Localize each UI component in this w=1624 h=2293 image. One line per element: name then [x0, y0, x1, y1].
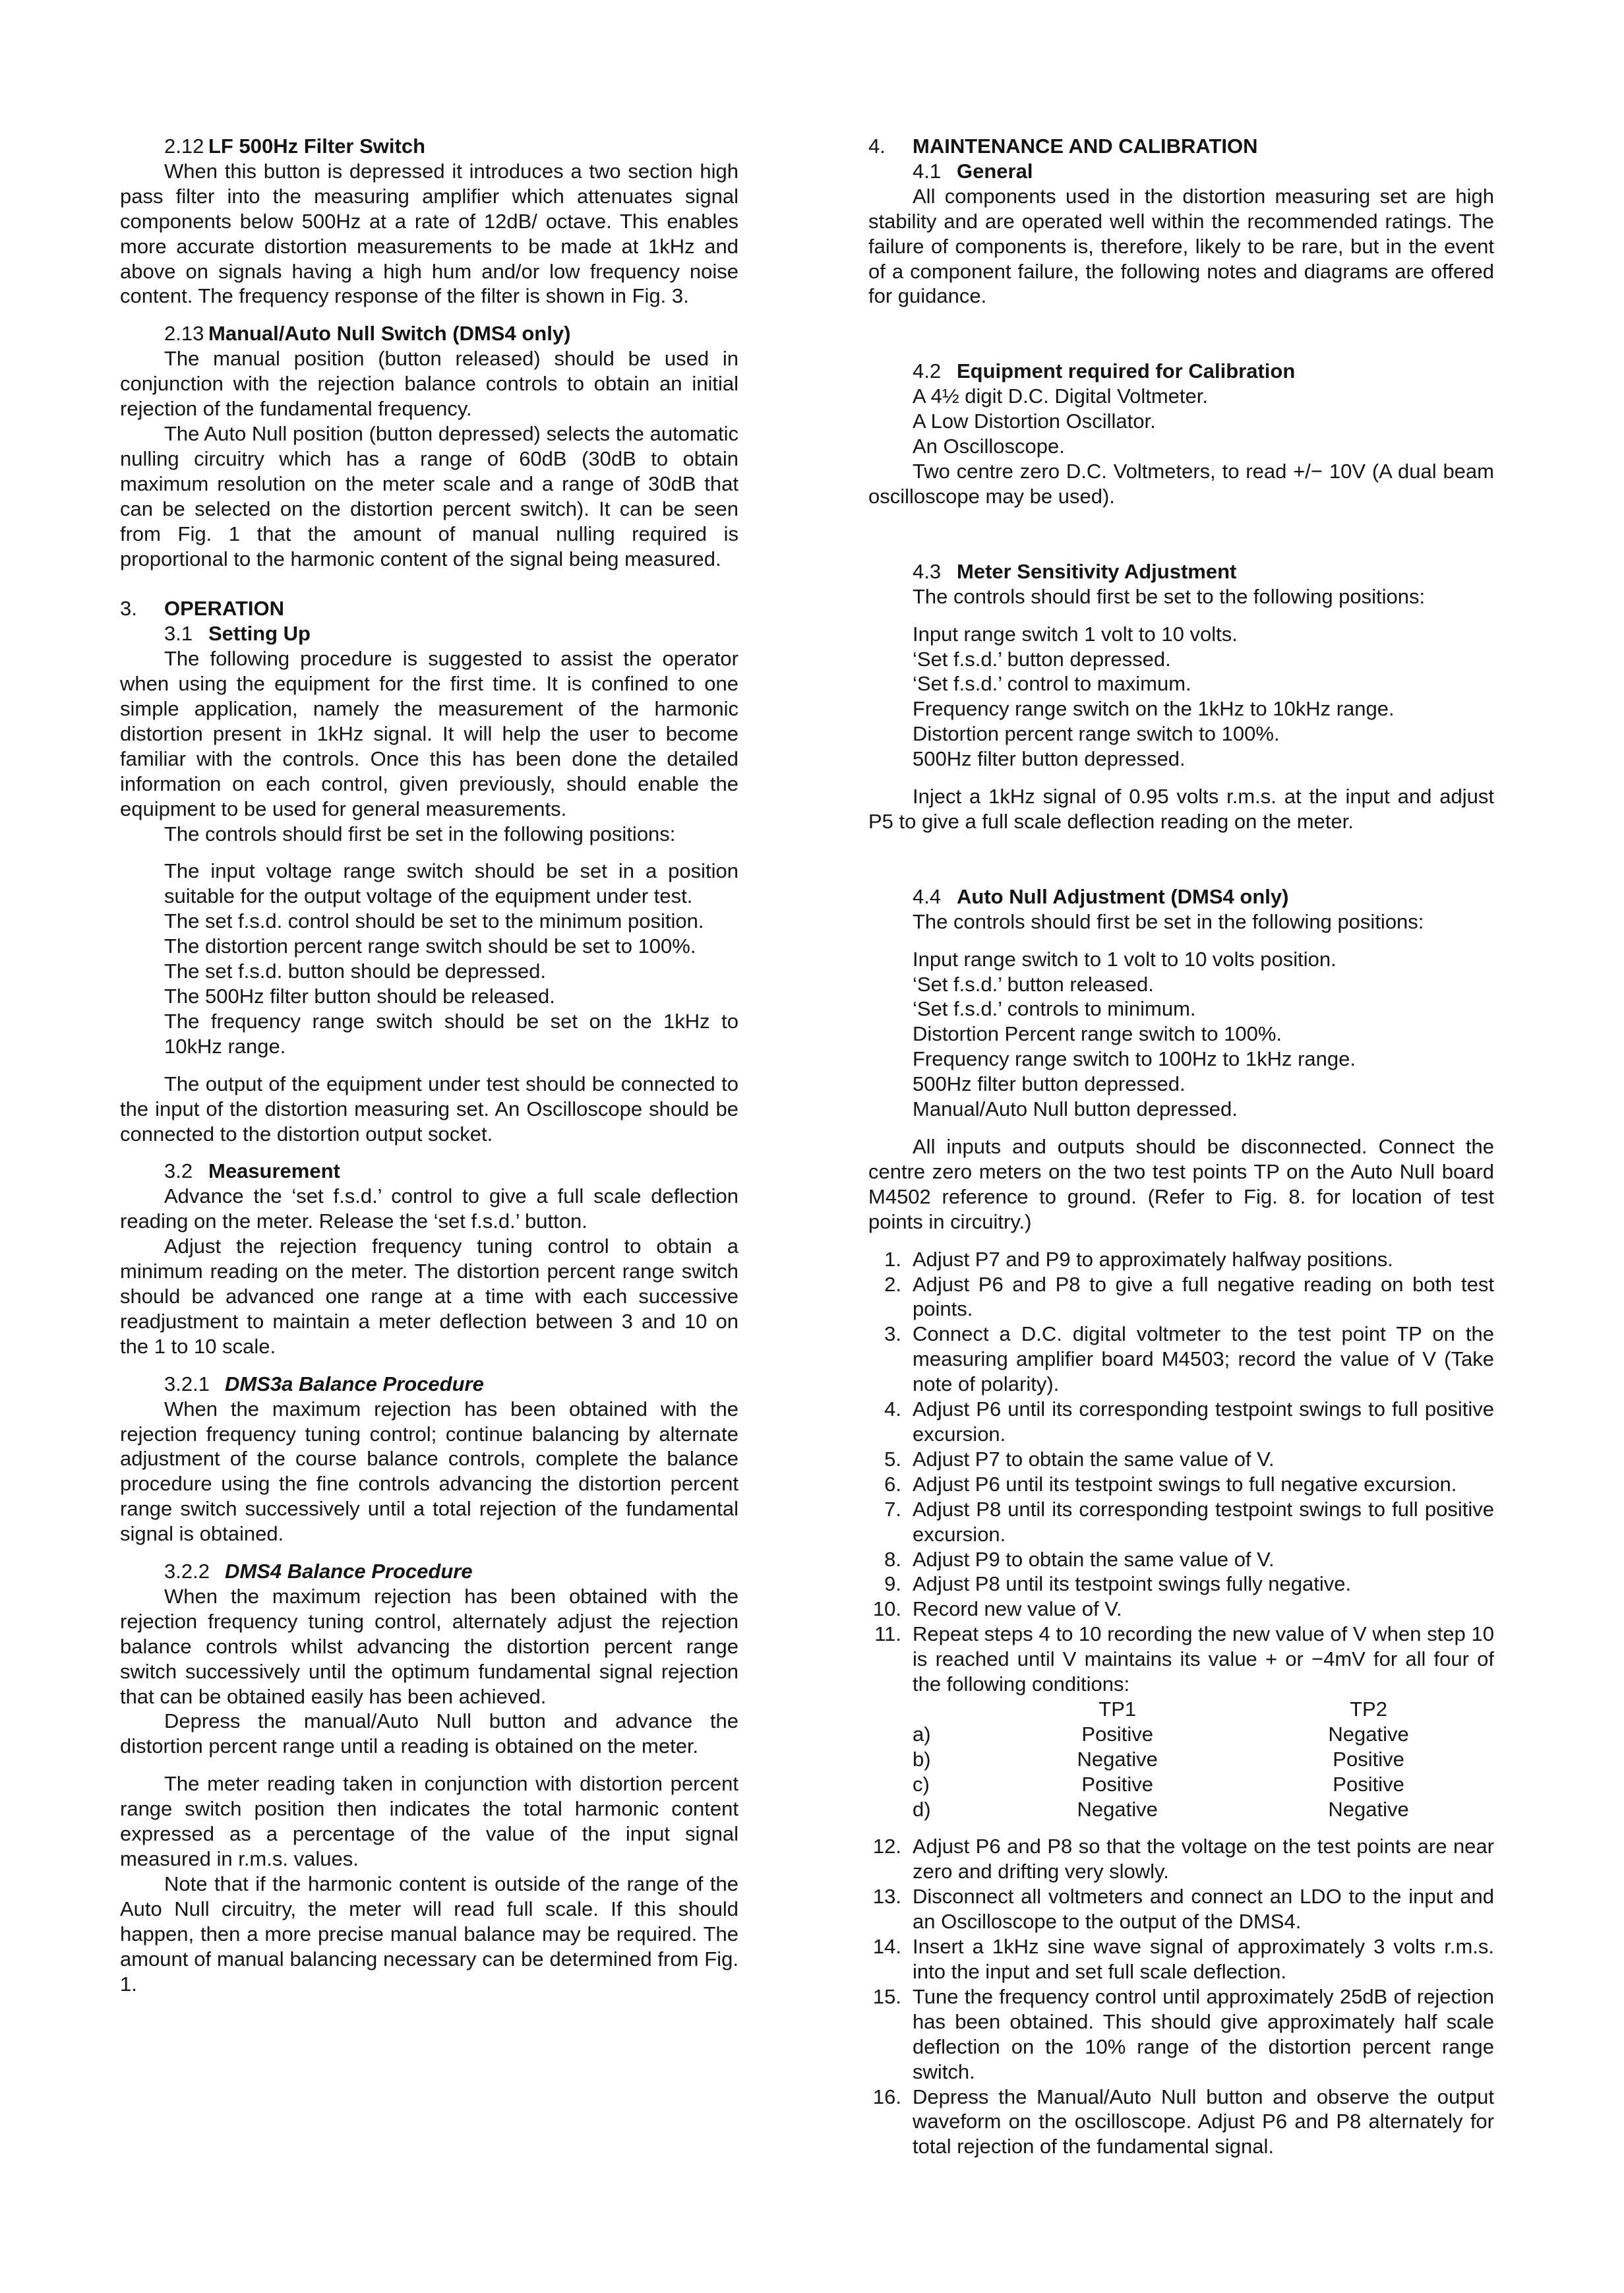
settings-list	[868, 622, 1494, 772]
procedure-step	[868, 1934, 1494, 1984]
step-number: 15.	[872, 1984, 901, 2008]
setting-item: The frequency range switch should be set on the 1kHz to 10kHz range.	[164, 1009, 738, 1058]
section-number: 3.1	[164, 622, 193, 646]
step-number: 4.	[884, 1397, 901, 1421]
setting-item: 500Hz filter button depressed.	[913, 1072, 1186, 1096]
procedure-step	[868, 1272, 1494, 1322]
paragraph: When the maximum rejection has been obtained with the rejection frequency tuning control; continue balancing by alternate adjustment of the course balance controls, complete the balance procedure using the fine controls advancing the distortion percent range switch successively until a total rejection of the fundamental signal is obtained.	[120, 1397, 738, 1546]
paragraph: Adjust the rejection frequency tuning control to obtain a minimum reading on the meter. The distortion percent range switch should be advanced one range at a time with each successive readjustment to maintain a meter deflection between 3 and 10 on the 1 to 10 scale.	[120, 1235, 738, 1358]
equipment-item: An Oscilloscope.	[913, 435, 1065, 458]
setting-item: Frequency range switch on the 1kHz to 10kHz range.	[913, 697, 1395, 721]
column-header-tp1: TP1	[1098, 1697, 1137, 1721]
setting-item: Distortion Percent range switch to 100%.	[913, 1022, 1282, 1046]
section-title: LF 500Hz Filter Switch	[208, 135, 426, 158]
step-text: Record new value of V.	[913, 1597, 1122, 1621]
setting-item: Input range switch to 1 volt to 10 volts position.	[913, 947, 1337, 971]
step-text: Adjust P8 until its corresponding testpoint swings to full positive excursion.	[913, 1497, 1494, 1546]
paragraph: The Auto Null position (button depressed) selects the automatic nulling circuitry which has a range of 60dB (30dB to obtain maximum resolution on the meter scale and a range of 30dB that can be selected on the distortion percent switch). It can be seen from Fig. 1 that the amount of manual nulling required is proportional to the harmonic content of the signal being measured.	[120, 421, 738, 570]
procedure-step	[868, 1472, 1494, 1497]
paragraph: All components used in the distortion measuring set are high stability and are operated well within the recommended ratings. The failure of components is, therefore, likely to be rare, but in the event of a component failure, the following notes and diagrams are offered for guidance.	[868, 184, 1494, 308]
column-header-tp2: TP2	[1350, 1697, 1387, 1721]
step-number: 11.	[874, 1622, 901, 1646]
procedure-step	[868, 1622, 1494, 1697]
step-number: 14.	[872, 1935, 901, 1959]
paragraph: The meter reading taken in conjunction with distortion percent range switch position then indicates the total harmonic content expressed as a percentage of the value of the input signal measured in r.m.s. values.	[120, 1772, 738, 1870]
section-heading	[868, 359, 1494, 384]
section-3-2-2	[120, 1559, 738, 1996]
step-number: 10.	[872, 1597, 901, 1621]
section-number: 4.1	[913, 159, 942, 183]
setting-item: The input voltage range switch should be set in a position suitable for the output voltage of the equipment under test.	[164, 859, 738, 908]
section-heading	[868, 159, 1494, 184]
step-number: 8.	[884, 1547, 901, 1571]
section-heading	[120, 134, 738, 159]
table-row	[913, 1722, 1494, 1747]
row-label: a)	[913, 1722, 931, 1746]
paragraph: The following procedure is suggested to assist the operator when using the equipment for the first time. It is confined to one simple application, namely the measurement of the harmonic distortion present in 1kHz signal. It will help the user to become familiar with the controls. Once this has been done the detailed information on each control, given previously, should enable the equipment to be used for general measurements.	[120, 647, 738, 820]
step-text: Adjust P7 to obtain the same value of V.	[913, 1447, 1275, 1471]
section-number: 4.4	[913, 884, 942, 908]
chapter-heading	[868, 134, 1494, 159]
cell-tp1: Negative	[1077, 1747, 1158, 1771]
section-heading	[868, 559, 1494, 584]
section-number: 4.3	[913, 559, 942, 583]
procedure-step	[868, 1497, 1494, 1547]
step-text: Adjust P7 and P9 to approximately halfway positions.	[913, 1247, 1393, 1271]
section-title: General	[957, 159, 1033, 183]
step-text: Insert a 1kHz sine wave signal of approximately 3 volts r.m.s. into the input and set full scale deflection.	[913, 1935, 1494, 1983]
subsection-heading	[120, 1559, 738, 1584]
section-heading	[120, 1159, 738, 1184]
section-2-13	[120, 321, 738, 571]
setting-item: The distortion percent range switch should be set to 100%.	[164, 934, 696, 958]
equipment-item: A 4½ digit D.C. Digital Voltmeter.	[913, 384, 1208, 408]
step-text: Adjust P6 and P8 so that the voltage on the test points are near zero and drifting very slowly.	[913, 1835, 1494, 1883]
row-label: c)	[913, 1772, 930, 1796]
cell-tp2: Negative	[1328, 1722, 1409, 1746]
setting-item: 500Hz filter button depressed.	[913, 747, 1186, 771]
section-3-2-1	[120, 1372, 738, 1546]
step-number: 1.	[884, 1247, 901, 1271]
section-title: Setting Up	[208, 622, 311, 646]
cell-tp1: Negative	[1077, 1797, 1158, 1821]
section-title: Measurement	[208, 1159, 340, 1183]
cell-tp1: Positive	[1081, 1772, 1153, 1796]
procedure-step	[868, 1984, 1494, 2085]
setting-item: Frequency range switch to 100Hz to 1kHz range.	[913, 1047, 1356, 1071]
section-4-4	[868, 884, 1494, 2159]
table-row	[913, 1797, 1494, 1822]
setting-item: The 500Hz filter button should be released.	[164, 985, 555, 1008]
procedure-step	[868, 1572, 1494, 1597]
procedure-step	[868, 2085, 1494, 2160]
cell-tp2: Positive	[1333, 1772, 1404, 1796]
step-number: 12.	[872, 1835, 901, 1858]
section-number: 2.12	[164, 135, 204, 158]
section-3-1	[120, 621, 738, 1146]
paragraph: Depress the manual/Auto Null button and advance the distortion percent range until a reading is obtained on the meter.	[120, 1709, 738, 1758]
setting-item: Input range switch 1 volt to 10 volts.	[913, 622, 1238, 646]
paragraph: The controls should first be set in the following positions:	[164, 822, 676, 845]
section-4-3	[868, 559, 1494, 834]
setting-item: ‘Set f.s.d.’ controls to minimum.	[913, 997, 1196, 1021]
subsection-number: 3.2.2	[164, 1560, 210, 1583]
step-text: Repeat steps 4 to 10 recording the new value of V when step 10 is reached until V maintains its value + or −4mV for all four of the following conditions:	[913, 1622, 1494, 1696]
left-column	[120, 134, 738, 1996]
settings-list	[120, 859, 738, 1058]
cell-tp1: Positive	[1081, 1722, 1153, 1746]
setting-item: ‘Set f.s.d.’ button depressed.	[913, 647, 1171, 671]
step-text: Depress the Manual/Auto Null button and observe the output waveform on the oscilloscope. Adjust P6 and P8 alternately for total rejection of the fundamental signal.	[913, 2085, 1494, 2158]
section-title: Auto Null Adjustment (DMS4 only)	[957, 884, 1289, 908]
section-title: Manual/Auto Null Switch (DMS4 only)	[208, 322, 571, 346]
step-number: 16.	[872, 2085, 901, 2108]
procedure-step	[868, 1247, 1494, 1272]
step-text: Adjust P6 and P8 to give a full negative reading on both test points.	[913, 1272, 1494, 1321]
setting-item: ‘Set f.s.d.’ control to maximum.	[913, 672, 1191, 696]
procedure-step	[868, 1397, 1494, 1447]
step-text: Adjust P9 to obtain the same value of V.	[913, 1547, 1275, 1571]
chapter-number: 4.	[868, 135, 886, 158]
section-3-2	[120, 1159, 738, 1359]
section-2-12	[120, 134, 738, 309]
procedure-step	[868, 1322, 1494, 1397]
section-4-1	[868, 159, 1494, 309]
row-label: d)	[913, 1797, 931, 1821]
step-number: 5.	[884, 1447, 901, 1471]
chapter-title: OPERATION	[164, 597, 284, 621]
paragraph: When the maximum rejection has been obtained with the rejection frequency tuning control, alternately adjust the rejection balance controls whilst advancing the distortion percent range switch successively until the optimum fundamental signal rejection that can be obtained easily has been achieved.	[120, 1584, 738, 1708]
step-text: Disconnect all voltmeters and connect an LDO to the input and an Oscilloscope to the output of the DMS4.	[913, 1885, 1494, 1934]
subsection-heading	[120, 1372, 738, 1397]
step-number: 7.	[884, 1497, 901, 1521]
procedure-step	[868, 1597, 1494, 1622]
setting-item: The set f.s.d. control should be set to the minimum position.	[164, 909, 704, 933]
paragraph: The controls should first be set to the following positions:	[913, 584, 1426, 608]
procedure-step	[868, 1447, 1494, 1472]
chapter-number: 3.	[120, 597, 137, 621]
section-title: Equipment required for Calibration	[957, 359, 1296, 383]
step-text: Adjust P6 until its corresponding testpoint swings to full positive excursion.	[913, 1397, 1494, 1446]
section-heading	[120, 621, 738, 646]
step-text: Adjust P6 until its testpoint swings to full negative excursion.	[913, 1472, 1457, 1496]
equipment-item: Two centre zero D.C. Voltmeters, to read +/− 10V (A dual beam oscilloscope may be used).	[868, 459, 1494, 508]
procedure-steps	[868, 1247, 1494, 1697]
table-row	[913, 1772, 1494, 1797]
section-number: 4.2	[913, 359, 942, 383]
procedure-step	[868, 1884, 1494, 1934]
paragraph: Advance the ‘set f.s.d.’ control to give a full scale deflection reading on the meter. Release the ‘set f.s.d.’ button.	[120, 1184, 738, 1233]
step-text: Connect a D.C. digital voltmeter to the test point TP on the measuring amplifier board M4503; record the value of V (Take note of polarity).	[913, 1322, 1494, 1396]
subsection-title: DMS3a Balance Procedure	[225, 1372, 484, 1395]
paragraph: The output of the equipment under test should be connected to the input of the distortion measuring set. An Oscilloscope should be connected to the distortion output socket.	[120, 1072, 738, 1146]
chapter-heading	[120, 596, 738, 621]
paragraph: When this button is depressed it introduces a two section high pass filter into the measuring amplifier which attenuates signal components below 500Hz at a rate of 12dB/ octave. This enables more accurate distortion measurements to be made at 1kHz and above on signals having a high hum and/or low frequency noise content. The frequency response of the filter is shown in Fig. 3.	[120, 159, 738, 308]
settings-list	[868, 947, 1494, 1122]
chapter-title: MAINTENANCE AND CALIBRATION	[913, 135, 1258, 158]
step-number: 2.	[884, 1272, 901, 1296]
step-number: 13.	[872, 1885, 901, 1909]
paragraph: Inject a 1kHz signal of 0.95 volts r.m.s. at the input and adjust P5 to give a full scale deflection reading on the meter.	[868, 785, 1494, 833]
setting-item: ‘Set f.s.d.’ button released.	[913, 972, 1154, 996]
subsection-number: 3.2.1	[164, 1372, 210, 1395]
procedure-steps-continued	[868, 1834, 1494, 2159]
step-text: Tune the frequency control until approximately 25dB of rejection has been obtained. This should give approximately half scale deflection on the 10% range of the distortion percent range switch.	[913, 1984, 1494, 2083]
step-text: Adjust P8 until its testpoint swings fully negative.	[913, 1572, 1352, 1596]
procedure-step	[868, 1547, 1494, 1572]
paragraph: The manual position (button released) should be used in conjunction with the rejection balance controls to obtain an initial rejection of the fundamental frequency.	[120, 347, 738, 421]
step-number: 3.	[884, 1322, 901, 1346]
table-header-row	[913, 1697, 1494, 1722]
section-number: 2.13	[164, 322, 204, 346]
right-column	[868, 134, 1494, 2159]
section-4-2	[868, 359, 1494, 508]
step-number: 6.	[884, 1472, 901, 1496]
section-heading	[868, 884, 1494, 909]
paragraph: The controls should first be set in the following positions:	[913, 909, 1424, 933]
setting-item: Distortion percent range switch to 100%.	[913, 722, 1280, 746]
procedure-step	[868, 1834, 1494, 1884]
step-number: 9.	[884, 1572, 901, 1596]
section-title: Meter Sensitivity Adjustment	[957, 559, 1237, 583]
paragraph: Note that if the harmonic content is outside of the range of the Auto Null circuitry, the meter will read full scale. If this should happen, then a more precise manual balance may be required. The amount of manual balancing necessary can be determined from Fig. 1.	[120, 1872, 738, 1996]
setting-item: The set f.s.d. button should be depressed.	[164, 960, 547, 983]
section-number: 3.2	[164, 1159, 193, 1183]
paragraph: All inputs and outputs should be disconnected. Connect the centre zero meters on the two test points TP on the Auto Null board M4502 reference to ground. (Refer to Fig. 8. for location of test points in circuitry.)	[868, 1135, 1494, 1233]
setting-item: Manual/Auto Null button depressed.	[913, 1097, 1238, 1121]
section-heading	[120, 321, 738, 346]
conditions-table	[913, 1697, 1494, 1822]
table-row	[913, 1747, 1494, 1772]
cell-tp2: Positive	[1333, 1747, 1404, 1771]
equipment-item: A Low Distortion Oscillator.	[913, 410, 1156, 433]
subsection-title: DMS4 Balance Procedure	[225, 1560, 473, 1583]
row-label: b)	[913, 1747, 931, 1771]
cell-tp2: Negative	[1328, 1797, 1409, 1821]
